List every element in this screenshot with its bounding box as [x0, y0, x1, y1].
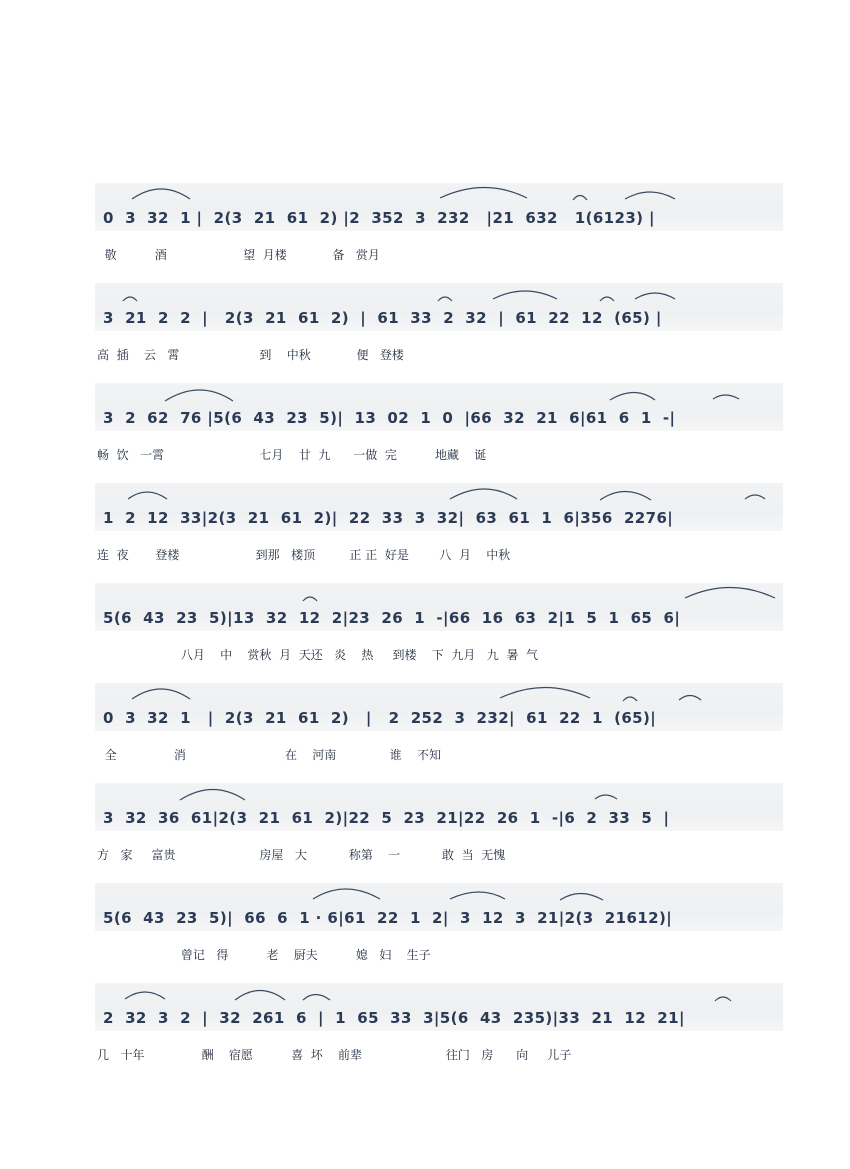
jianpu-notes: 2 32 3 2 | 32 261 6 | 1 65 33 3|5(6 43 235)|33 21 12 21| [103, 1009, 685, 1027]
lyrics: 方 家 富贵 房屋 大 称第 一 敢 当 无愧 [97, 848, 506, 862]
jianpu-notes: 3 21 2 2 | 2(3 21 61 2) | 61 33 2 32 | 61 22 12 (65) | [103, 309, 662, 327]
lyrics: 连 夜 登楼 到那 楼顶 正 正 好是 八 月 中秋 [97, 548, 511, 562]
jianpu-notes: 3 2 62 76 |5(6 43 23 5)| 13 02 1 0 |66 32 21 6|61 6 1 -| [103, 409, 676, 427]
jianpu-notes: 0 3 32 1 | 2(3 21 61 2) | 2 252 3 232| 61 22 1 (65)| [103, 709, 657, 727]
jianpu-notes: 5(6 43 23 5)|13 32 12 2|23 26 1 -|66 16 63 2|1 5 1 65 6| [103, 609, 681, 627]
jianpu-notes: 0 3 32 1 | 2(3 21 61 2) |2 352 3 232 |21 632 1(6123) | [103, 209, 655, 227]
lyrics: 高 插 云 霄 到 中秋 便 登楼 [97, 348, 404, 362]
lyrics: 全 消 在 河南 谁 不知 [97, 748, 441, 762]
jianpu-notes: 5(6 43 23 5)| 66 6 1 · 6|61 22 1 2| 3 12 3 21|2(3 21612)| [103, 909, 673, 927]
lyrics: 八月 中 赏秋 月 天还 炎 热 到楼 下 九月 九 暑 气 [97, 648, 539, 662]
lyrics: 几 十年 酬 宿愿 喜 坏 前辈 往门 房 向 儿子 [97, 1048, 572, 1062]
lyrics: 敬 酒 望 月楼 备 赏月 [97, 248, 380, 262]
jianpu-notes: 3 32 36 61|2(3 21 61 2)|22 5 23 21|22 26 1 -|6 2 33 5 | [103, 809, 670, 827]
jianpu-notes: 1 2 12 33|2(3 21 61 2)| 22 33 3 32| 63 61 1 6|356 2276| [103, 509, 674, 527]
lyrics: 畅 饮 一霄 七月 廿 九 一做 完 地藏 诞 [97, 448, 487, 462]
lyrics: 曾记 得 老 厨夫 媳 妇 生子 [97, 948, 431, 962]
